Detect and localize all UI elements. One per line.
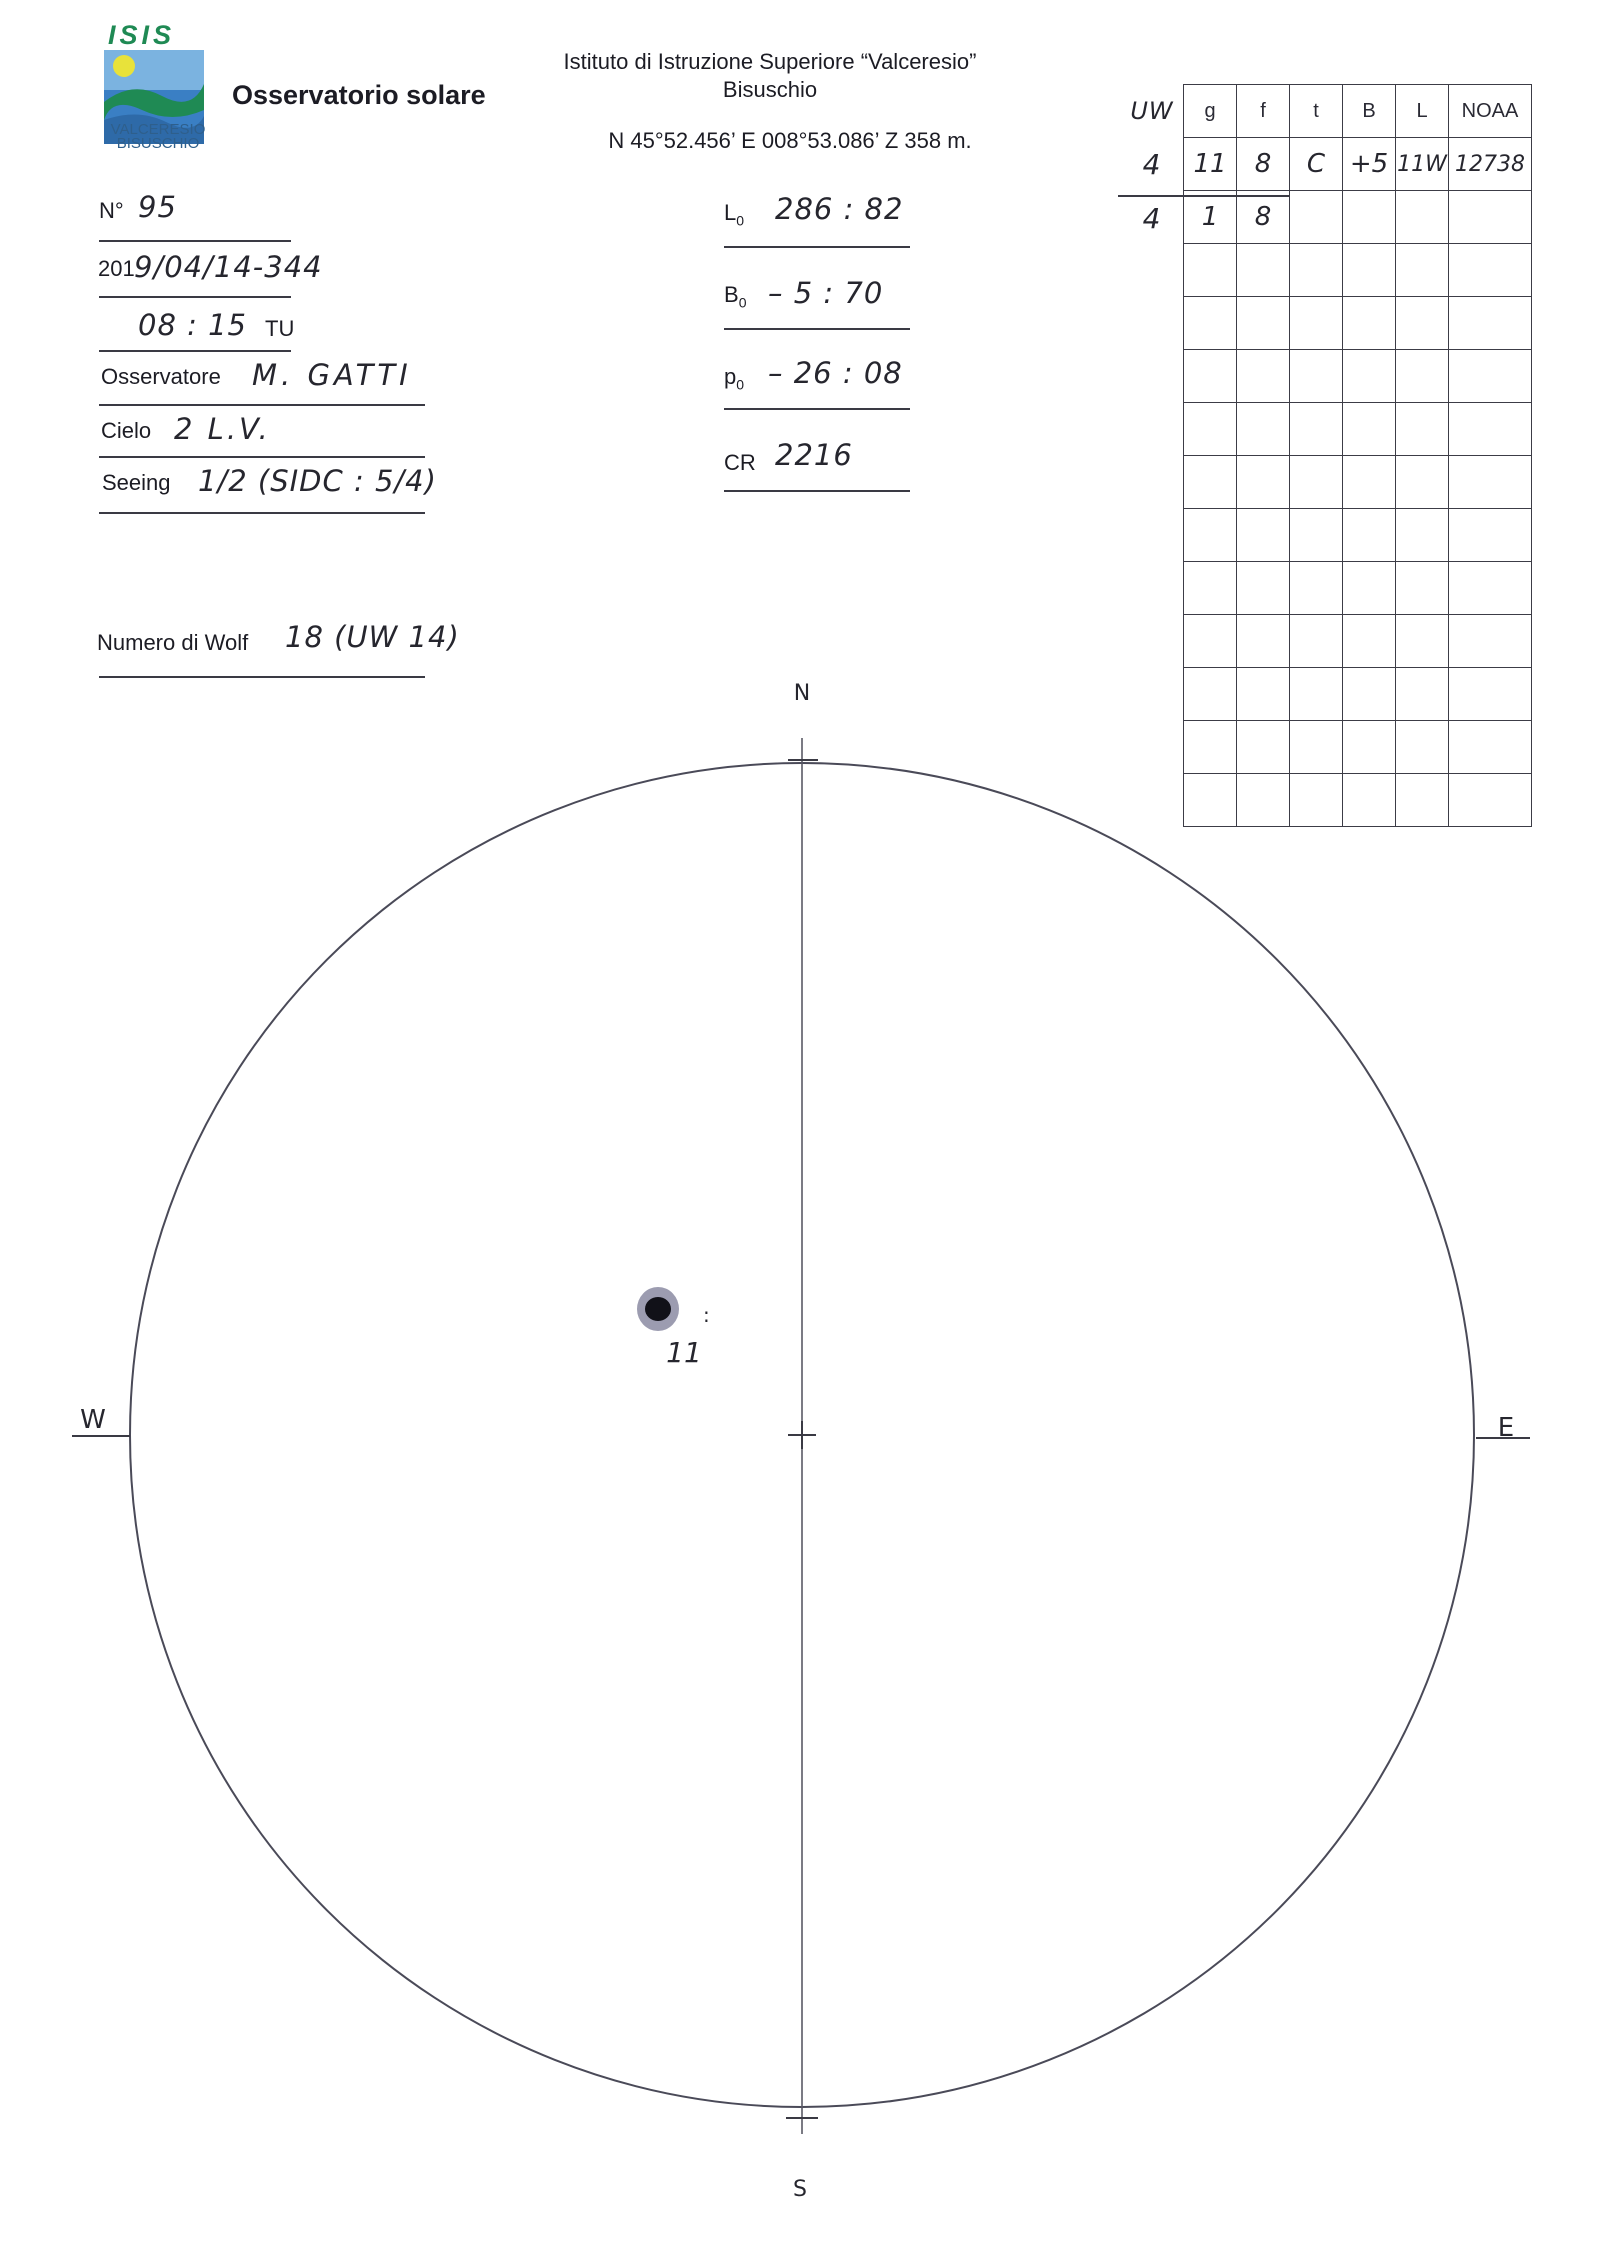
p0-value: – 26 : 08: [768, 356, 903, 390]
seeing-value: 1/2 (SIDC : 5/4): [198, 464, 437, 498]
observatory-title: Osservatorio solare: [232, 80, 486, 110]
header-l: L: [1396, 85, 1449, 138]
cell-noaa: 12738: [1449, 138, 1532, 191]
cr-label: CR: [724, 450, 756, 475]
p0-letter: p: [724, 364, 737, 389]
date-prefix: 201: [98, 256, 135, 281]
header-f: f: [1237, 85, 1290, 138]
cell-f: 8: [1237, 138, 1290, 191]
p0-subscript: 0: [736, 376, 745, 393]
institute-line-2: Bisuschio: [722, 77, 818, 102]
logo-caption-line-2: BISUSCHIO: [116, 135, 200, 152]
header-noaa: NOAA: [1449, 85, 1532, 138]
uw-value-2: 4: [1142, 202, 1162, 235]
north-label: N: [793, 681, 811, 706]
wolf-value: 18 (UW 14): [285, 620, 460, 654]
number-label: N°: [99, 198, 124, 223]
b0-letter: B: [724, 282, 739, 307]
cr-value: 2216: [775, 438, 853, 472]
site-coordinates: N 45°52.456’ E 008°53.086’ Z 358 m.: [608, 128, 972, 153]
sunspot-pores: :: [703, 1303, 710, 1327]
date-value: 9/04/14-344: [134, 250, 323, 284]
cell-b: +5: [1343, 138, 1396, 191]
uw-value-1: 4: [1142, 148, 1162, 181]
b0-value: – 5 : 70: [768, 276, 884, 310]
l0-subscript: 0: [736, 212, 745, 229]
header-t: t: [1290, 85, 1343, 138]
west-label: W: [80, 1405, 106, 1435]
l0-letter: L: [724, 200, 737, 225]
observer-value: M. GATTI: [252, 358, 412, 392]
cell-t: C: [1290, 138, 1343, 191]
uw-header: UW: [1130, 97, 1174, 125]
number-value: 95: [138, 190, 177, 224]
sunspot-group-label: 11: [666, 1336, 702, 1369]
sky-value: 2 L.V.: [174, 412, 271, 446]
l0-value: 286 : 82: [775, 192, 904, 226]
logo-wordmark: ISIS: [108, 20, 176, 50]
sunspot-umbra: [645, 1297, 671, 1321]
east-label: E: [1497, 1413, 1515, 1443]
cell-g: 11: [1184, 138, 1237, 191]
cell-f: 8: [1237, 191, 1290, 244]
cell-g: 1: [1184, 191, 1237, 244]
time-value: 08 : 15: [138, 308, 248, 342]
sky-label: Cielo: [101, 418, 152, 443]
wolf-label: Numero di Wolf: [97, 630, 249, 655]
observer-label: Osservatore: [101, 364, 221, 389]
seeing-label: Seeing: [102, 470, 171, 495]
time-label: TU: [265, 316, 295, 341]
cell-l: 11W: [1396, 138, 1449, 191]
institute-line-1: Istituto di Istruzione Superiore “Valceresio”: [563, 49, 977, 74]
header-b: B: [1343, 85, 1396, 138]
header-g: g: [1184, 85, 1237, 138]
b0-subscript: 0: [738, 294, 747, 311]
south-label: S: [793, 2177, 807, 2202]
logo-caption-line-1: VALCERESIO: [110, 121, 206, 138]
